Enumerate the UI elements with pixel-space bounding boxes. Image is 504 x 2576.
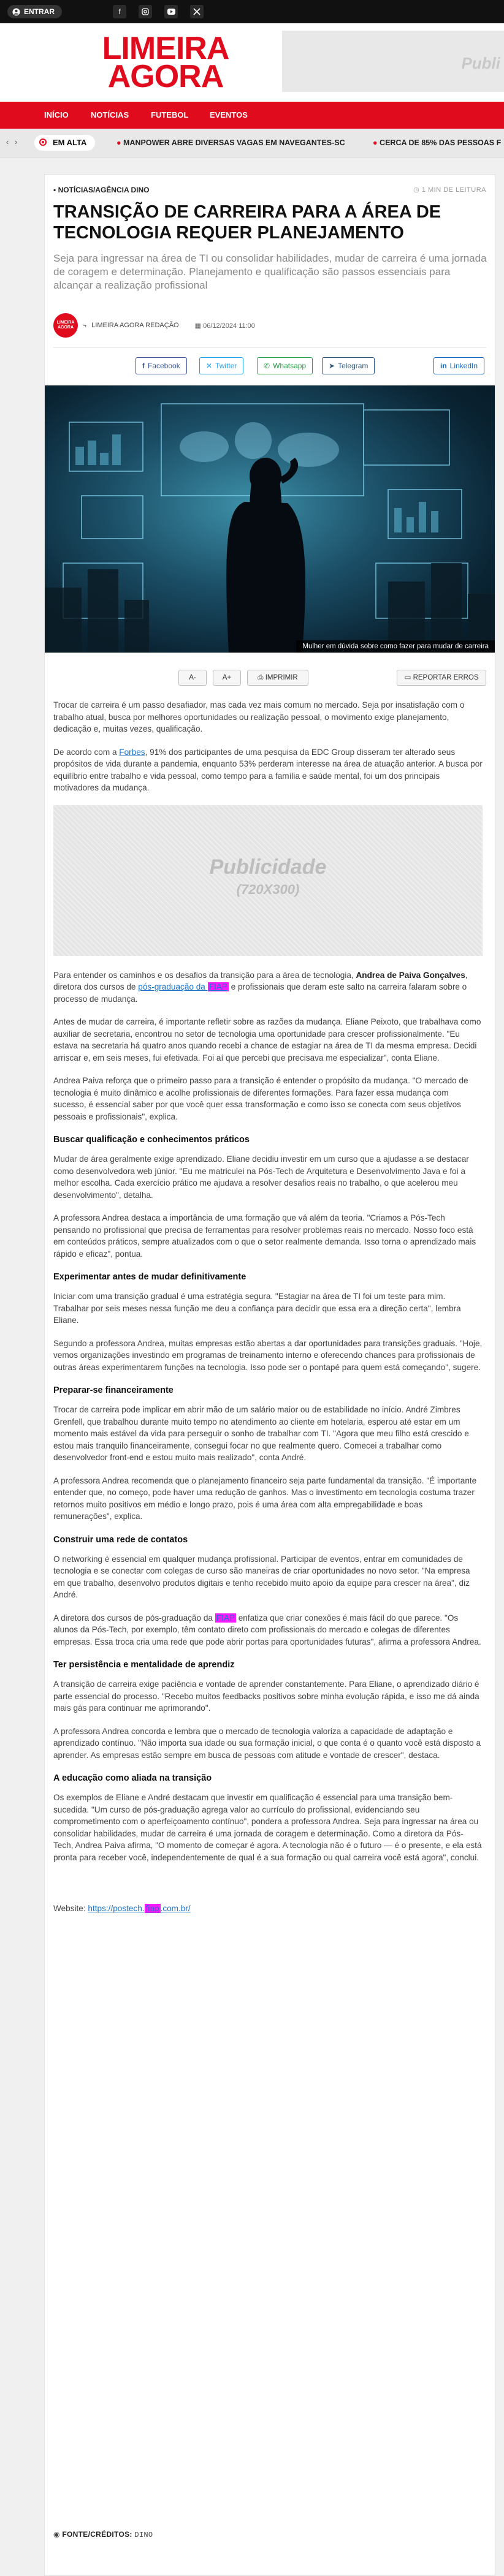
share-twitter-button[interactable] — [199, 357, 243, 374]
author-avatar[interactable]: LIMEIRA AGORA — [53, 313, 78, 338]
share-telegram-label: Telegram — [338, 362, 368, 370]
paragraph — [53, 969, 483, 1006]
paragraph: Os exemplos de Eliane e André destacam que investir em qualificação é essencial para uma transição bem-sucedida. "Um curso de pós-graduação agrega valor ao currículo do profissional, evidenciando seu comprometimento com o aperfeiçoamento contínuo", pondera a professora Andrea. Seja para ingressar na área ou consolidar habilidades, mudar de carreira é uma jornada de coragem e determinação. Como a diretora da Pós-Tech, Andrea Paiva afirma, "O momento de começar é agora. A tecnologia não é o futuro — é o presente, e ela está pronta para receber você, independentemente de qual é a sua formação ou qual carreira você está agora", conclui. — [53, 1793, 482, 1862]
ad-placeholder[interactable] — [53, 805, 483, 956]
calendar-icon: ▦ — [194, 322, 202, 330]
highlighted-term: FIAP — [208, 982, 227, 991]
share-twitter-label: Twitter — [215, 362, 237, 370]
nav-item-eventos[interactable]: EVENTOS — [210, 110, 248, 119]
article-category[interactable] — [53, 186, 150, 194]
author-link-icon: ⤷ — [83, 321, 87, 329]
source-credits — [53, 2530, 153, 2539]
ticker-prev-icon[interactable]: ‹ — [6, 137, 9, 146]
print-icon: ⎙ — [258, 674, 264, 681]
share-telegram-button[interactable] — [322, 357, 375, 374]
top-bar — [0, 0, 504, 23]
paragraph: Trocar de carreira é um passo desafiador, mas cada vez mais comum no mercado. Seja por insatisfação com o trabalho atual, busca por melhores oportunidades ou realização pessoal, o movimento exige planejamento, dedicação e, muitas vezes, qualificação. — [53, 700, 465, 733]
ticker-bullet-icon: ● — [116, 138, 121, 147]
paragraph: O networking é essencial em qualquer mudança profissional. Participar de eventos, entrar em comunidades de tecnologia e se conectar com colegas de curso são maneiras de criar oportunidades no novo setor. "Na empresa em que trabalho, desenvolvo produtos digitais e tenho recebido muito apoio da equipe para crescer na área", diz André. — [53, 1554, 470, 1599]
ticker-bullet-icon: ● — [373, 138, 378, 147]
ad-label: Publicidade — [209, 855, 327, 879]
link-text: pós-graduação da — [138, 982, 208, 991]
main-nav — [0, 102, 504, 129]
read-time-label: 1 MIN DE LEITURA — [421, 186, 486, 194]
text-span: A diretora dos cursos de pós-graduação da — [53, 1613, 215, 1623]
share-whatsapp-button[interactable] — [257, 357, 313, 374]
paragraph: Trocar de carreira pode implicar em abrir mão de um salário maior ou de estabilidade no início. André Zimbres Grenfell, que trabalhou durante muito tempo no atendimento ao cliente em hotelaria, esperou até estar em um momento mais estável da vida para perseguir o sonho de trabalhar com TI. "Agora que meu filho está crescido e estou mais tranquilo financeiramente, consegui focar no que realmente quero. Comecei a trabalhar como desenvolvedor front-end e estou muito mais realizado", conta André. — [53, 1405, 469, 1462]
print-label: IMPRIMIR — [265, 674, 298, 681]
font-decrease-button[interactable]: A- — [178, 670, 207, 686]
publish-date — [195, 322, 255, 330]
photo-illustration — [45, 385, 495, 653]
link-text: .com.br/ — [160, 1904, 191, 1913]
article-subtitle: Seja para ingressar na área de TI ou consolidar habilidades, mudar de carreira é uma jornada de coragem e determinação. Planejamento e qualificação são passos essenciais para alcançar a realização profissional — [53, 252, 487, 291]
twitter-icon[interactable] — [190, 5, 204, 18]
share-facebook-label: Facebook — [148, 362, 180, 370]
website-label: Website: — [53, 1904, 88, 1913]
category-bullet-icon: ▪ — [53, 186, 56, 194]
live-dot-icon — [39, 138, 47, 146]
paragraph: Iniciar com uma transição gradual é uma estratégia segura. "Estagiar na área de TI foi um teste para mim. Trabalhar por seis meses nessa função me deu a confiança para decidir que essa era a direção certa", lembra Eliane. — [53, 1292, 461, 1325]
author-name[interactable]: LIMEIRA AGORA REDAÇÃO — [91, 322, 179, 329]
text-span: e profissionais que deram este salto na carreira falaram sobre o processo de mudança. — [53, 982, 467, 1004]
section-heading: Buscar qualificação e conhecimentos práticos — [53, 1135, 250, 1145]
section-heading: Ter persistência e mentalidade de aprendiz — [53, 1660, 235, 1670]
print-button[interactable] — [247, 670, 308, 686]
report-error-button[interactable] — [397, 670, 486, 686]
section-heading: Preparar-se financeiramente — [53, 1385, 174, 1395]
highlighted-term: fiap — [145, 1904, 159, 1913]
site-logo[interactable] — [74, 31, 258, 94]
twitter-icon: ✕ — [206, 362, 213, 370]
text-span: enfatiza que criar conexões é mais fácil do que parece. "Os alunos da Pós-Tech, por exemplo, têm contato direto com profissionais do mercado e colegas de diferentes empresas. Essa troca cria uma rede que pode abrir portas para oportunidades futuras", afirma a professora Andrea. — [53, 1613, 481, 1646]
trending-ticker — [0, 129, 504, 157]
text-span: , 91% dos participantes de uma pesquisa da EDC Group disseram ter alterado seus propósitos de vida durante a pandemia, enquanto 53% perderam interesse na área de atuação anterior. A busca por equilíbrio entre trabalho e vida pessoal, como tempo para a família e saúde mental, foi um dos principais motivadores da mudança. — [53, 747, 483, 792]
photo-caption: Mulher em dúvida sobre como fazer para mudar de carreira — [296, 640, 495, 653]
section-heading: Experimentar antes de mudar definitivamente — [53, 1272, 246, 1282]
login-button[interactable] — [7, 5, 62, 18]
user-icon — [12, 8, 20, 16]
trending-label: EM ALTA — [53, 138, 87, 147]
article-card — [44, 174, 495, 2576]
telegram-icon: ➤ — [329, 362, 335, 370]
ticker-next-icon[interactable]: › — [15, 137, 18, 146]
text-span: Para entender os caminhos e os desafios da transição para a área de tecnologia, — [53, 970, 356, 980]
nav-item-inicio[interactable]: INÍCIO — [44, 110, 69, 119]
ticker-news-item[interactable] — [116, 138, 345, 147]
person-name: Andrea de Paiva Gonçalves — [356, 970, 465, 980]
fiap-link[interactable] — [138, 982, 229, 991]
trending-badge — [34, 135, 95, 151]
logo-line-2: AGORA — [107, 59, 224, 94]
report-error-label: REPORTAR ERROS — [413, 674, 479, 681]
share-linkedin-button[interactable] — [433, 357, 484, 374]
paragraph: Segundo a professora Andrea, muitas empresas estão abertas a dar oportunidades para transições graduais. "Hoje, vemos organizações investindo em programas de treinamento interno e oferecendo chances para profissionais de outras áreas experimentarem funções na tecnologia. Isso pode ser o pontapé para quem está começando", sugere. — [53, 1338, 483, 1372]
website-line — [53, 1903, 483, 1915]
share-whatsapp-label: Whatsapp — [273, 362, 307, 370]
read-time — [413, 186, 486, 194]
linkedin-icon: in — [440, 362, 447, 370]
paragraph: Andrea Paiva reforça que o primeiro passo para a transição é entender o propósito da mudança. "O mercado de tecnologia é muito dinâmico e acolhe profissionais de diferentes formações. Para fazer essa mudança com sucesso, é essencial saber por que você quer essa transformação e como isso se conecta com seus objetivos pessoais e profissionais", explica. — [53, 1076, 468, 1121]
paragraph: A transição de carreira exige paciência e vontade de aprender constantemente. Para Eliane, o aprendizado diário é parte essencial do processo. "Recebo muitos feedbacks positivos sobre minha evolução rápida, e isso me dá ainda mais gás para continuar me aprimorando". — [53, 1680, 479, 1713]
section-heading: A educação como aliada na transição — [53, 1773, 212, 1783]
paragraph: A professora Andrea concorda e lembra que o mercado de tecnologia valoriza a capacidade de adaptação e aprendizado contínuo. "Não importa sua idade ou sua formação inicial, o que conta é o quanto você está disposto a aprender. As empresas estão sempre em busca de pessoas com atitude e vontade de crescer", destaca. — [53, 1726, 481, 1760]
whatsapp-icon: ✆ — [264, 362, 270, 370]
ad-size: (720X300) — [236, 881, 300, 897]
article-title: TRANSIÇÃO DE CARREIRA PARA A ÁREA DE TECNOLOGIA REQUER PLANEJAMENTO — [53, 202, 441, 243]
login-label: ENTRAR — [24, 7, 55, 16]
site-header — [0, 23, 504, 102]
publish-date-value: 06/12/2024 11:00 — [203, 322, 255, 330]
youtube-icon[interactable] — [164, 5, 178, 18]
article-photo[interactable] — [45, 385, 495, 653]
website-link[interactable] — [88, 1904, 190, 1913]
chat-icon: ▭ — [404, 674, 411, 681]
section-heading: Construir uma rede de contatos — [53, 1534, 188, 1545]
info-icon: ◉ — [53, 2530, 60, 2539]
facebook-icon: f — [142, 362, 145, 370]
logo-line-1: LIMEIRA — [102, 31, 229, 66]
paragraph: Mudar de área geralmente exige aprendizado. Eliane decidiu investir em um curso que a ajudasse a se destacar como desenvolvedora web júnior. "Eu me matriculei na Pós-Tech de Arquitetura e Desenvolvimento Java e foi a melhor escolha. Cada exercício prático me ajudava a resolver desafios reais no trabalho, o que acelerou meu desenvolvimento", detalha. — [53, 1154, 469, 1200]
author-byline — [53, 313, 255, 338]
link-text: https://postech. — [88, 1904, 145, 1913]
divider — [53, 347, 486, 348]
font-increase-button[interactable]: A+ — [213, 670, 241, 686]
header-ad-banner[interactable] — [282, 31, 504, 92]
instagram-icon[interactable] — [139, 5, 152, 18]
paragraph: A professora Andrea destaca a importância de uma formação que vá além da teoria. "Criamos a Pós-Tech pensando no profissional que precisa de ferramentas para resolver problemas reais no mercado. Nosso foco está em conteúdos práticos, sempre atualizados com o que o setor realmente demanda. Isso torna o aprendizado mais rápido e eficaz", pontua. — [53, 1213, 476, 1259]
facebook-icon[interactable]: f — [113, 5, 126, 18]
header-ad-text: Publi — [461, 54, 500, 72]
paragraph: Antes de mudar de carreira, é importante refletir sobre as razões da mudança. Eliane Peixoto, que trabalhava como auxiliar de secretaria, encontrou no setor de tecnologia uma oportunidade para crescer profissionalmente. "Eu estava na secretaria há quatro anos quando recebi a chance de estagiar na área de TI da mesma empresa. Decidi arriscar e, em seis meses, fui efetivada. Foi aí que percebi que precisava me especializar", conta Eliane. — [53, 1017, 481, 1063]
forbes-link[interactable]: Forbes — [119, 747, 145, 757]
paragraph — [53, 1612, 483, 1648]
nav-item-futebol[interactable]: FUTEBOL — [151, 110, 189, 119]
share-linkedin-label: LinkedIn — [449, 362, 478, 370]
ticker-news-text: MANPOWER ABRE DIVERSAS VAGAS EM NAVEGANTES-SC — [123, 138, 345, 147]
text-span: , diretora dos cursos de — [53, 970, 468, 991]
nav-item-noticias[interactable]: NOTÍCIAS — [91, 110, 129, 119]
source-label: FONTE/CRÉDITOS: — [62, 2530, 132, 2539]
highlighted-term: FIAP — [216, 1613, 235, 1623]
share-facebook-button[interactable] — [136, 357, 187, 374]
paragraph: A professora Andrea recomenda que o planejamento financeiro seja parte fundamental da transição. "É importante entender que, no começo, pode haver uma redução de ganhos. Mas o investimento em tecnologia costuma trazer retornos muito positivos em médio e longo prazo, pois é uma área com alta empregabilidade e boas remunerações", explica. — [53, 1476, 477, 1521]
ticker-news-text: CERCA DE 85% DAS PESSOAS F — [380, 138, 502, 147]
clock-icon: ◷ — [413, 186, 420, 194]
category-label: NOTÍCIAS/AGÊNCIA DINO — [58, 186, 150, 194]
paragraph — [53, 746, 483, 794]
source-value: DINO — [134, 2531, 153, 2539]
article-body — [53, 699, 483, 1926]
text-span: De acordo com a — [53, 747, 120, 757]
ticker-news-item[interactable] — [373, 138, 501, 147]
